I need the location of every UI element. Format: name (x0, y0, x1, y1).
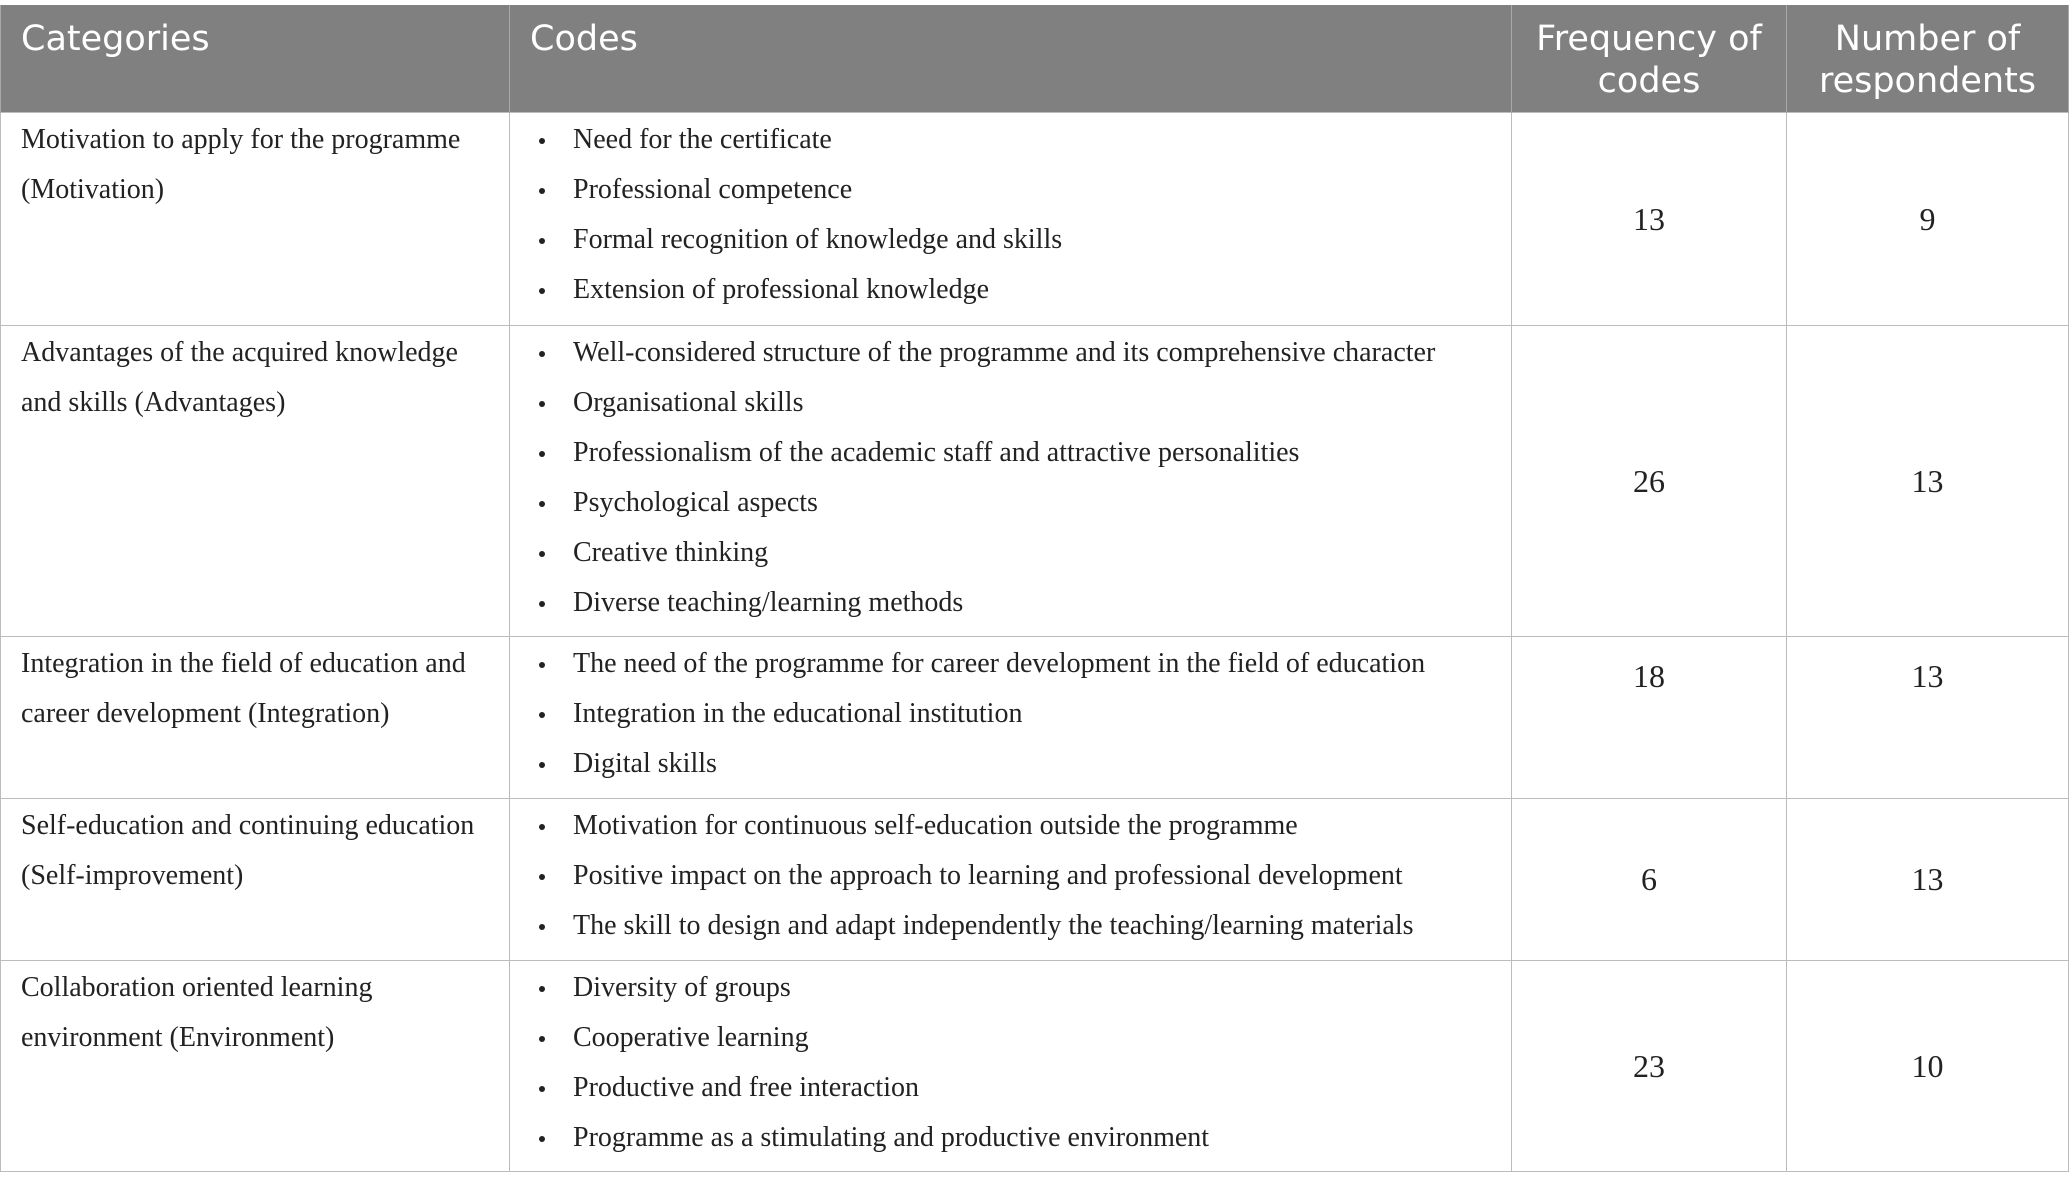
code-item: Formal recognition of knowledge and skills (530, 215, 1495, 265)
category-cell: Self-education and continuing education (Self-improvement) (1, 798, 510, 960)
code-list (530, 963, 1495, 1163)
code-item: Need for the certificate (530, 115, 1495, 165)
code-list (530, 801, 1495, 951)
category-cell: Advantages of the acquired knowledge and skills (Advantages) (1, 325, 510, 636)
code-item: Organisational skills (530, 378, 1495, 428)
header-respondents: Number of respondents (1787, 5, 2069, 112)
frequency-cell: 18 (1512, 636, 1787, 798)
table-row (1, 798, 2069, 960)
frequency-cell: 6 (1512, 798, 1787, 960)
respondents-cell: 13 (1787, 325, 2069, 636)
code-item: Diversity of groups (530, 963, 1495, 1013)
code-item: Creative thinking (530, 528, 1495, 578)
code-item: Integration in the educational institution (530, 689, 1495, 739)
respondents-cell: 13 (1787, 636, 2069, 798)
codes-cell (510, 636, 1512, 798)
table-row (1, 112, 2069, 325)
frequency-cell: 23 (1512, 960, 1787, 1171)
code-item: Positive impact on the approach to learning and professional development (530, 851, 1495, 901)
table-row (1, 325, 2069, 636)
category-cell: Integration in the field of education and career development (Integration) (1, 636, 510, 798)
code-item: Extension of professional knowledge (530, 265, 1495, 315)
code-item: Well-considered structure of the programme and its comprehensive character (530, 328, 1495, 378)
frequency-cell: 13 (1512, 112, 1787, 325)
code-item: Digital skills (530, 739, 1495, 789)
table-row (1, 960, 2069, 1171)
header-row (1, 5, 2069, 112)
code-item: Programme as a stimulating and productive environment (530, 1113, 1495, 1163)
header-codes: Codes (510, 5, 1512, 112)
code-item: Diverse teaching/learning methods (530, 578, 1495, 628)
frequency-cell: 26 (1512, 325, 1787, 636)
code-item: The need of the programme for career development in the field of education (530, 639, 1495, 689)
table-row (1, 636, 2069, 798)
code-item: The skill to design and adapt independently the teaching/learning materials (530, 901, 1495, 951)
code-item: Cooperative learning (530, 1013, 1495, 1063)
codes-cell (510, 960, 1512, 1171)
respondents-cell: 13 (1787, 798, 2069, 960)
codes-cell (510, 325, 1512, 636)
codes-cell (510, 112, 1512, 325)
code-list (530, 115, 1495, 315)
respondents-cell: 9 (1787, 112, 2069, 325)
code-list (530, 328, 1495, 628)
code-item: Productive and free interaction (530, 1063, 1495, 1113)
code-item: Motivation for continuous self-education outside the programme (530, 801, 1495, 851)
header-frequency: Frequency of codes (1512, 5, 1787, 112)
header-categories: Categories (1, 5, 510, 112)
category-cell: Motivation to apply for the programme (Motivation) (1, 112, 510, 325)
code-list (530, 639, 1495, 789)
respondents-cell: 10 (1787, 960, 2069, 1171)
code-item: Professional competence (530, 165, 1495, 215)
codes-cell (510, 798, 1512, 960)
category-cell: Collaboration oriented learning environment (Environment) (1, 960, 510, 1171)
codes-table (0, 5, 2069, 1172)
code-item: Professionalism of the academic staff and attractive personalities (530, 428, 1495, 478)
code-item: Psychological aspects (530, 478, 1495, 528)
